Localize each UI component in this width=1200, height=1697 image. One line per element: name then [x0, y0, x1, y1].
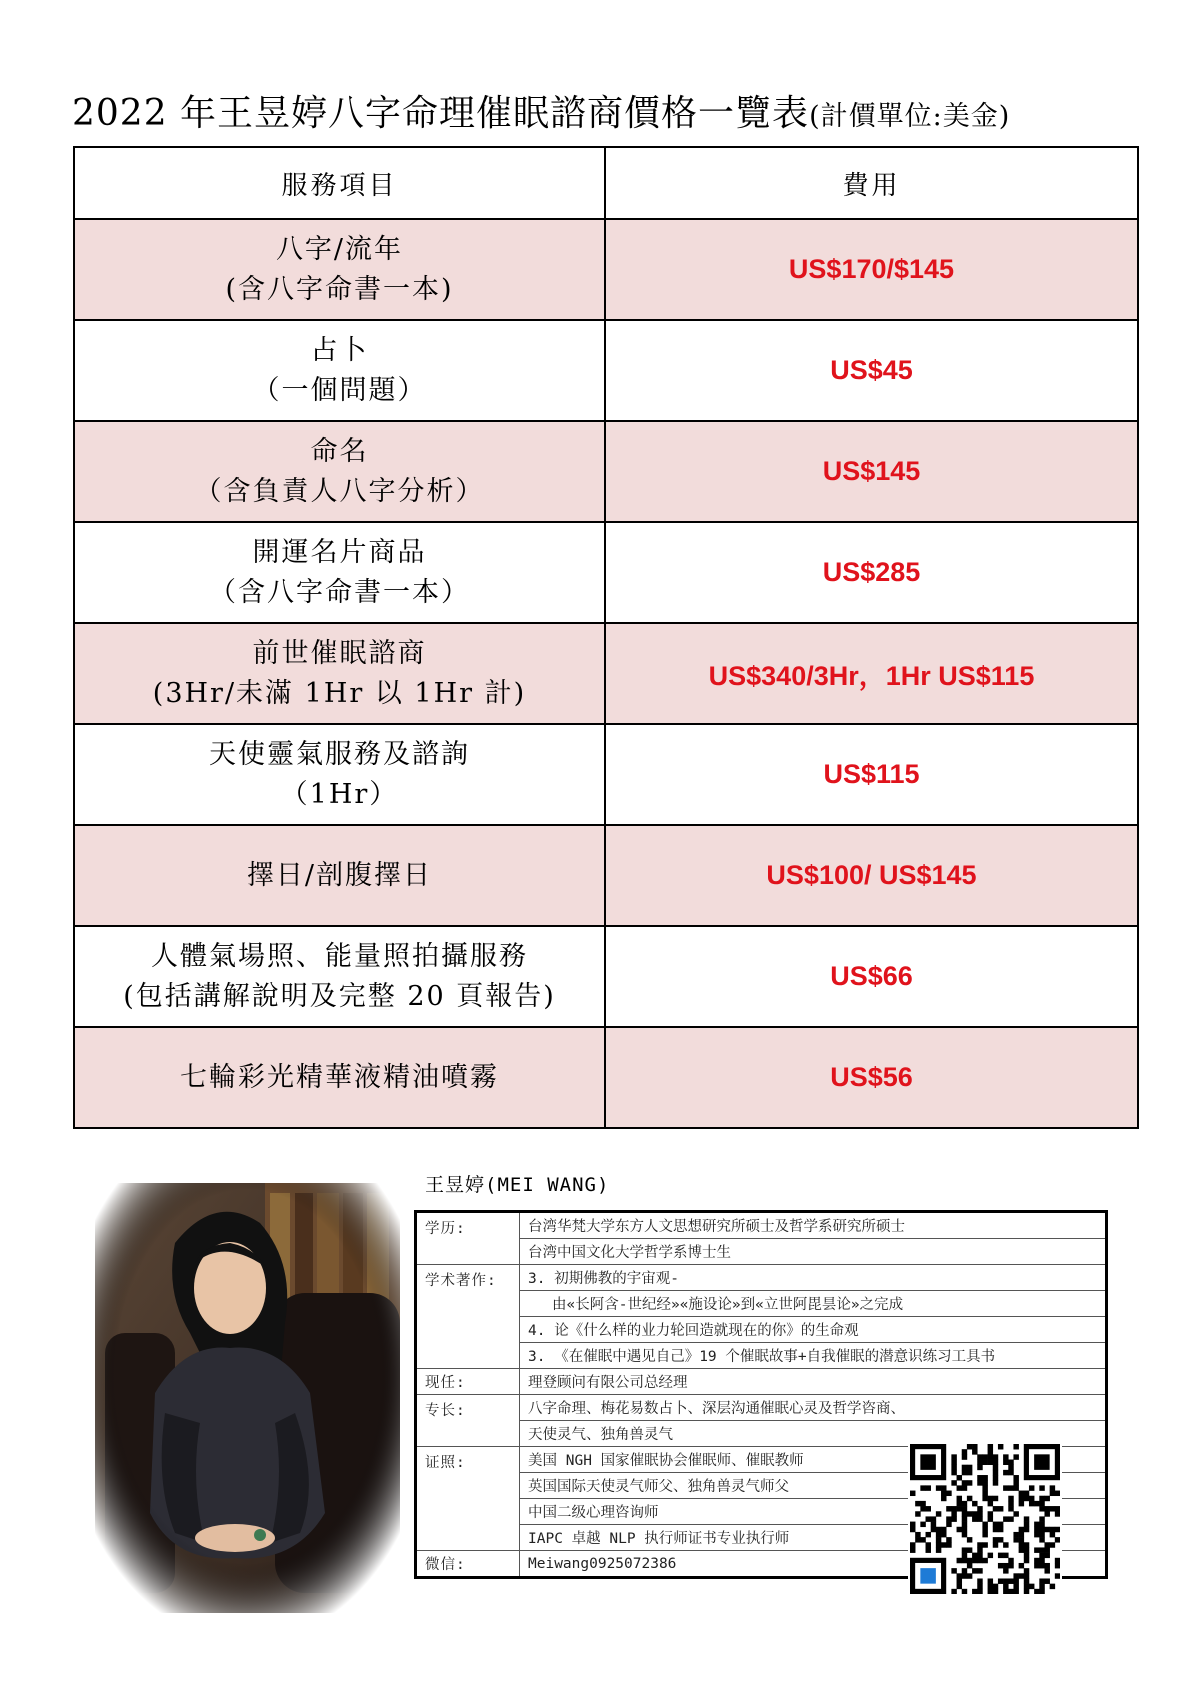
- education-item: 台湾中国文化大学哲学系博士生: [520, 1239, 1107, 1265]
- license-label: 证照:: [416, 1447, 520, 1551]
- service-cell: [74, 522, 605, 623]
- table-row: [74, 219, 1138, 320]
- service-cell: [74, 724, 605, 825]
- price-value: US$145: [822, 456, 921, 486]
- bio-row: [416, 1239, 1107, 1265]
- specialty-item: 天使灵气、独角兽灵气: [520, 1421, 1107, 1447]
- education-item: 台湾华梵大学东方人文思想研究所硕士及哲学系研究所硕士: [520, 1212, 1107, 1239]
- current-position: 理登顾问有限公司总经理: [520, 1369, 1107, 1395]
- price-value: US$285: [822, 557, 921, 587]
- bio-row: [416, 1212, 1107, 1239]
- works-item: 3. 《在催眠中遇见自己》19 个催眠故事+自我催眠的潜意识练习工具书: [520, 1343, 1107, 1369]
- header-service: 服務項目: [74, 147, 605, 219]
- education-label: 学历:: [416, 1212, 520, 1265]
- works-item: 4. 论《什么样的业力轮回造就现在的你》的生命观: [520, 1317, 1107, 1343]
- table-row: [74, 623, 1138, 724]
- bio-row: [416, 1317, 1107, 1343]
- price-value: US$100/ US$145: [766, 860, 977, 890]
- price-value: US$66: [830, 961, 913, 991]
- bio-row: [416, 1343, 1107, 1369]
- price-cell: [605, 522, 1138, 623]
- service-note: (含八字命書一本): [225, 273, 454, 305]
- service-name: 七輪彩光精華液精油噴霧: [180, 1061, 499, 1093]
- portrait-photo: [95, 1183, 400, 1613]
- table-row: [74, 320, 1138, 421]
- price-cell: [605, 421, 1138, 522]
- license-item: 中国二级心理咨询师: [520, 1499, 1107, 1525]
- bio-row: [416, 1395, 1107, 1421]
- current-label: 现任:: [416, 1369, 520, 1395]
- title-unit: (計價單位:美金): [809, 101, 1011, 132]
- bio-row: [416, 1369, 1107, 1395]
- table-row: [74, 926, 1138, 1027]
- service-note: （1Hr）: [280, 778, 399, 810]
- price-cell: [605, 219, 1138, 320]
- price-value: US$340/3Hr，1Hr US$115: [708, 661, 1035, 691]
- service-name: 開運名片商品: [252, 536, 427, 568]
- header-price: 費用: [605, 147, 1138, 219]
- price-cell: [605, 623, 1138, 724]
- price-value: US$56: [830, 1062, 913, 1092]
- price-cell: [605, 320, 1138, 421]
- service-name: 占卜: [310, 334, 369, 366]
- service-cell: [74, 1027, 605, 1128]
- price-cell: [605, 926, 1138, 1027]
- service-cell: [74, 219, 605, 320]
- service-cell: [74, 421, 605, 522]
- bio-row: [416, 1265, 1107, 1291]
- works-item: 由«长阿含-世纪经»«施设论»到«立世阿毘昙论»之完成: [520, 1291, 1107, 1317]
- wechat-label: 微信:: [416, 1551, 520, 1578]
- price-value: US$170/$145: [788, 254, 955, 284]
- specialty-item: 八字命理、梅花易数占卜、深层沟通催眠心灵及哲学咨商、: [520, 1395, 1107, 1421]
- specialty-label: 专长:: [416, 1395, 520, 1447]
- title-main: 2022 年王昱婷八字命理催眠諮商價格一覽表: [72, 93, 810, 134]
- service-note: (3Hr/未滿 1Hr 以 1Hr 計): [152, 677, 527, 709]
- service-cell: [74, 623, 605, 724]
- service-name: 天使靈氣服務及諮詢: [209, 738, 470, 770]
- license-item: 美国 NGH 国家催眠协会催眠师、催眠教师: [520, 1447, 1107, 1473]
- service-name: 命名: [310, 435, 369, 467]
- license-item: IAPC 卓越 NLP 执行师证书专业执行师: [520, 1525, 1107, 1551]
- service-note: （含八字命書一本）: [209, 576, 470, 608]
- service-name: 前世催眠諮商: [252, 637, 427, 669]
- table-header-row: [74, 147, 1138, 219]
- qr-code-icon[interactable]: [908, 1442, 1062, 1596]
- price-cell: [605, 1027, 1138, 1128]
- service-name: 人體氣場照、能量照拍攝服務: [151, 940, 528, 972]
- table-row: [74, 825, 1138, 926]
- price-cell: [605, 724, 1138, 825]
- service-name: 八字/流年: [275, 233, 404, 265]
- wechat-id: Meiwang0925072386: [520, 1551, 1107, 1578]
- service-cell: [74, 825, 605, 926]
- works-item: 3. 初期佛教的宇宙观-: [520, 1265, 1107, 1291]
- table-row: [74, 522, 1138, 623]
- license-item: 英国国际天使灵气师父、独角兽灵气师父: [520, 1473, 1107, 1499]
- service-name: 擇日/剖腹擇日: [246, 859, 433, 891]
- service-note: （含負責人八字分析）: [194, 475, 485, 507]
- service-note: (包括講解說明及完整 20 頁報告): [123, 980, 556, 1012]
- price-table: [73, 146, 1139, 1129]
- price-value: US$115: [823, 759, 920, 789]
- service-cell: [74, 926, 605, 1027]
- works-label: 学术著作:: [416, 1265, 520, 1369]
- service-note: （一個問題）: [252, 374, 427, 406]
- page-title: [72, 88, 1132, 140]
- bio-row: [416, 1291, 1107, 1317]
- table-row: [74, 724, 1138, 825]
- bio-name: 王昱婷(MEI WANG): [425, 1174, 610, 1196]
- table-row: [74, 421, 1138, 522]
- service-cell: [74, 320, 605, 421]
- table-row: [74, 1027, 1138, 1128]
- price-value: US$45: [830, 355, 913, 385]
- price-cell: [605, 825, 1138, 926]
